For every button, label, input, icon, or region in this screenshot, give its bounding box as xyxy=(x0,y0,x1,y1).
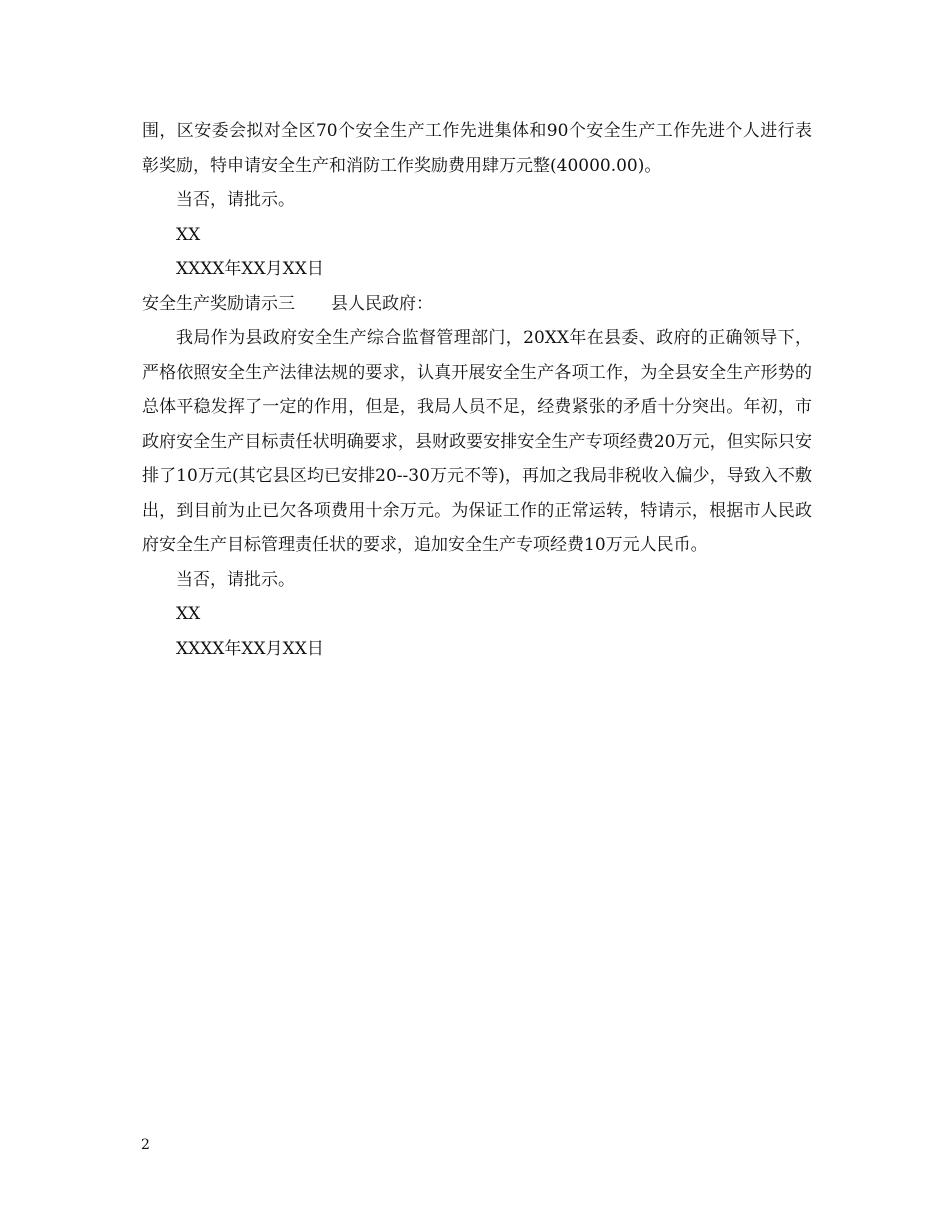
document-body xyxy=(142,114,812,666)
signature-name-2: XX xyxy=(176,604,201,624)
closing-request-approval: 当否，请批示。 xyxy=(176,190,295,210)
signature-name: XX xyxy=(176,224,201,245)
signature-date: XXXX年XX月XX日 xyxy=(176,259,324,279)
section-title: 安全生产奖励请示三 xyxy=(142,293,295,314)
signature-date-2: XXXX年XX月XX日 xyxy=(176,638,324,659)
closing-request-approval-2: 当否，请批示。 xyxy=(176,569,295,590)
paragraph-funding-request: 我局作为县政府安全生产综合监督管理部门，20XX年在县委、政府的正确领导下，严格依照安全生产法律法规的要求，认真开展安全生产各项工作，为全县安全生产形势的总体平稳发挥了一定的作用，但是，我局人员不足，经费紧张的矛盾十分突出。年初，市政府安全生产目标责任状明确要求，县财政要安排安全生产专项经费20万元，但实际只安排了10万元(其它县区均已安排20--30万元不等)，再加之我局非税收入偏少，导致入不敷出，到目前为止已欠各项费用十余万元。为保证工作的正常运转，特请示，根据市人民政府安全生产目标管理责任状的要求，追加安全生产专项经费10万元人民币。 xyxy=(142,328,812,555)
section-heading xyxy=(142,287,812,322)
page-number: 2 xyxy=(141,1137,150,1153)
paragraph-award-request: 围，区安委会拟对全区70个安全生产工作先进集体和90个安全生产工作先进个人进行表彰奖励，特申请安全生产和消防工作奖励费用肆万元整(40000.00)。 xyxy=(142,121,812,176)
addressee: 县人民政府： xyxy=(331,293,433,314)
